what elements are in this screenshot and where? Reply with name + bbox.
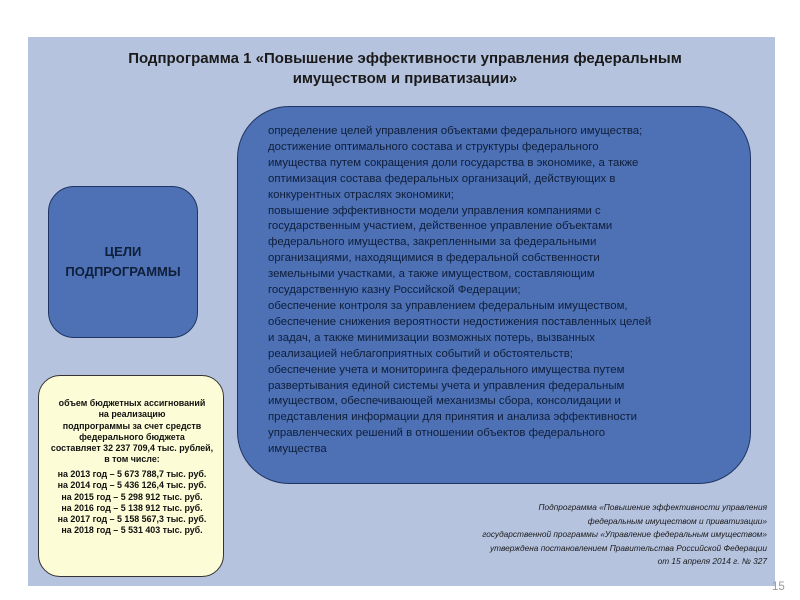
goals-text: определение целей управления объектами федерального имущества; достижение оптимального состава и структуры федерального имущества путем сокращения доли государства в экономике, а также оптимизация состава федеральных организаций, действующих в конкурентных отраслях экономики; повышение эффективности модели управления компаниями с государственным участием, действенное управление объектами федерального имущества, закрепленными за федеральными организациями, находящимися в федеральной собственности земельными участками, а также имуществом, составляющим государственную казну Российской Федерации; обеспечение контроля за управлением федеральным имуществом, обеспечение снижения вероятности недостижения поставленных целей и задач, а также минимизации возможных потерь, вызванных реализацией неблагоприятных событий и обстоятельств; обеспечение учета и мониторинга федерального имущества путем развертывания единой системы учета и управления федеральным имуществом, обеспечивающей механизмы сбора, консолидации и представления информации для принятия и анализа эффективности управленческих решений в отношении объектов федерального имущества [268,125,652,456]
goals-label: ЦЕЛИ ПОДПРОГРАММЫ [65,244,181,279]
page-number: 15 [772,581,785,593]
budget-year-item: на 2013 год – 5 673 788,7 тыс. руб. [57,469,207,479]
budget-years-list [40,469,224,537]
budget-year-item: на 2018 год – 5 531 403 тыс. руб. [61,525,203,536]
budget-year-item: на 2017 год – 5 158 567,3 тыс. руб. [57,514,207,525]
budget-year-item: на 2015 год – 5 298 912 тыс. руб. [61,491,203,502]
budget-intro: объем бюджетных ассигнований на реализацию подпрограммы за счет средств федерального бюджета составляет 32 237 709,4 тыс. рублей, в том числе: [50,398,214,465]
goals-label-box [48,186,198,338]
slide-title: Подпрограмма 1 «Повышение эффективности управления федеральным имуществом и приватизации» [128,50,682,87]
budget-year-item: на 2014 год – 5 436 126,4 тыс. руб. [57,480,207,491]
budget-year-item: на 2016 год – 5 138 912 тыс. руб. [61,502,203,513]
source-note: Подпрограмма «Повышение эффективности управления федеральным имуществом и приватизации» государственной программы «Управление федеральным имуществом» утверждена постановлением Правительства Российской Федерации от 15 апреля 2014 г. № 327 [482,502,767,567]
